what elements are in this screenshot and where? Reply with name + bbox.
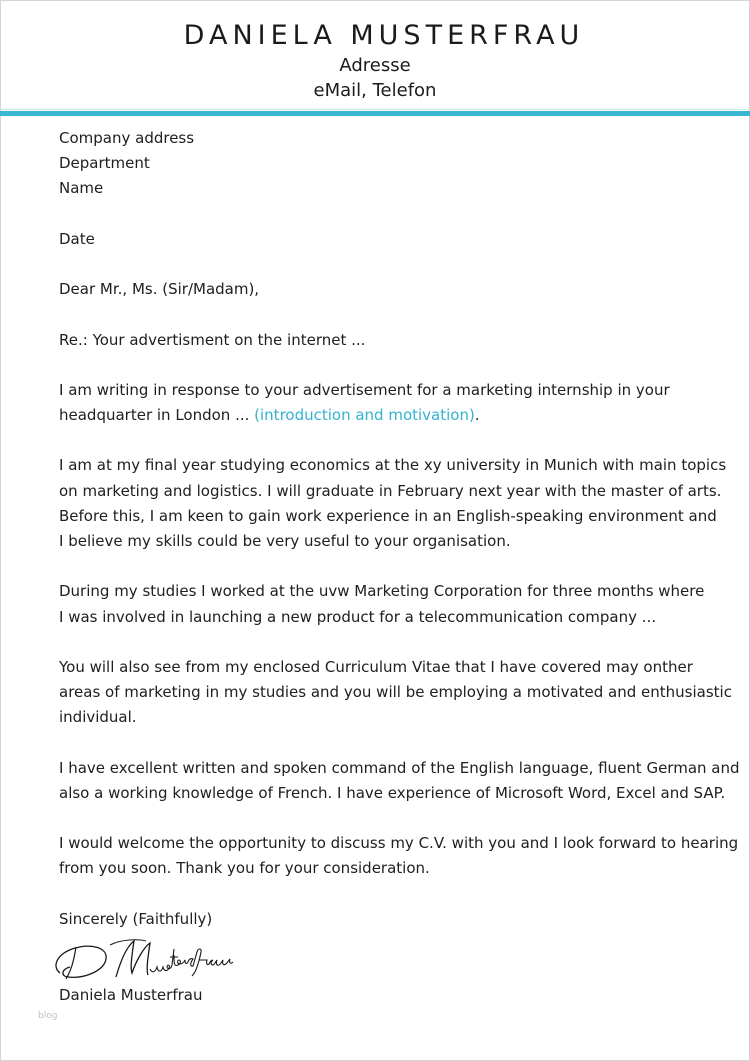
paragraph-line: I believe my skills could be very useful to your organisation. [59,532,511,550]
paragraph-text: headquarter in London ... [59,406,255,425]
paragraph-line: I am at my final year studying economics at the xy university in Munich with main topics [59,456,727,475]
letterhead-divider [0,109,750,116]
subject-line: Re.: Your advertisment on the internet ... [59,330,366,349]
sender-contact: eMail, Telefon [313,80,437,101]
paragraph-line: I am writing in response to your advertisement for a marketing internship in your [59,380,670,399]
paragraph-line: individual. [59,708,137,727]
paragraph-line: from you soon. Thank you for your consideration. [59,859,430,878]
recipient-company: Company address [59,129,195,147]
watermark: blog [38,1011,58,1021]
paragraph-line: I was involved in launching a new product for a telecommunication company ... [59,607,657,626]
paragraph-line: I would welcome the opportunity to discuss my C.V. with you and I look forward to hearing [59,834,739,853]
paragraph-cv [59,655,732,731]
paragraph-line [59,403,719,428]
placeholder-hint: (introduction and motivation) [254,406,475,425]
handwritten-signature [50,933,250,983]
letterhead [0,18,750,103]
recipient-department: Department [59,154,150,173]
paragraph-introduction [59,378,719,428]
paragraph-experience [59,579,719,629]
sender-address: Adresse [339,55,411,76]
recipient-name: Name [59,179,104,198]
paragraph-line: During my studies I worked at the uvw Marketing Corporation for three months where [59,582,705,601]
sender-name: DANIELA MUSTERFRAU [183,20,585,51]
paragraph-line: Before this, I am keen to gain work experience in an English-speaking environment and [59,506,717,525]
signer-name: Daniela Musterfrau [59,986,203,1004]
divider-thin-line [0,109,750,110]
paragraph-studies [59,453,727,554]
paragraph-closing [59,831,739,881]
divider-thick-line [0,111,750,116]
paragraph-line: on marketing and logistics. I will graduate in February next year with the master of arts. [59,481,722,500]
closing-phrase: Sincerely (Faithfully) [59,909,213,928]
paragraph-line: I have excellent written and spoken command of the English language, fluent German and [59,758,740,777]
paragraph-text: . [474,406,480,425]
salutation: Dear Mr., Ms. (Sir/Madam), [59,280,260,299]
paragraph-line: areas of marketing in my studies and you will be employing a motivated and enthusiastic [59,683,732,702]
paragraph-line: also a working knowledge of French. I have experience of Microsoft Word, Excel and SAP. [59,783,726,802]
paragraph-line: You will also see from my enclosed Curriculum Vitae that I have covered may onther [59,657,693,676]
letter-body [59,126,740,932]
letter-date: Date [59,229,95,248]
paragraph-languages [59,756,740,806]
